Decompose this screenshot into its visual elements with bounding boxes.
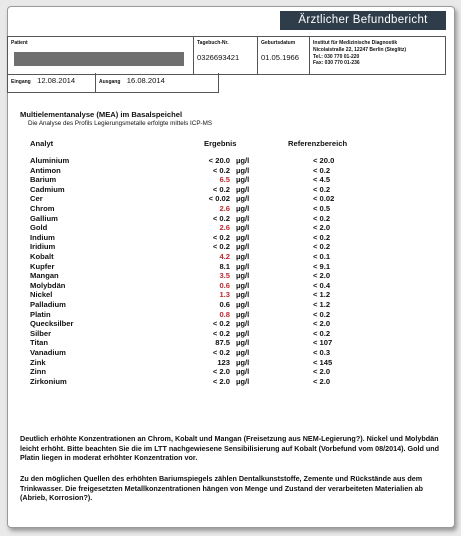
reference-range: < 107 [313,338,333,348]
result-unit: µg/l [236,223,250,233]
result-unit: µg/l [236,252,250,261]
analyte-name: Antimon [30,165,61,175]
reference-range: < 1.2 [313,290,331,300]
geburtsdatum-value: 01.05.1966 [261,53,300,62]
reference-range: < 0.2 [313,213,331,223]
result-unit: µg/l [236,175,250,185]
analyte-name: Kobalt [30,252,54,261]
result-unit: µg/l [236,280,250,290]
result-value: < 0.2 [212,213,230,223]
result-value: < 0.2 [212,328,230,338]
table-row [0,185,461,195]
analyte-name: Palladium [30,300,66,309]
table-row [0,252,461,262]
table-row [0,348,461,358]
reference-range: < 0.3 [313,348,331,357]
result-unit: µg/l [236,271,250,281]
result-value: 4.2 [219,252,230,261]
column-header-ergebnis: Ergebnis [204,139,237,148]
table-row [0,300,461,310]
result-value: < 0.2 [212,184,230,194]
column-header-referenz: Referenzbereich [288,139,348,148]
table-row [0,290,461,300]
table-row [0,233,461,243]
result-unit: µg/l [236,357,250,367]
header-table [7,36,446,75]
reference-range: < 0.2 [313,242,331,252]
table-row [0,358,461,368]
analyte-name: Cadmium [30,184,65,194]
section-title: Multielementanalyse (MEA) im Basalspeichel [20,110,183,119]
table-row [0,319,461,329]
reference-range: < 0.5 [313,204,331,213]
analyte-name: Zinn [30,367,47,377]
reference-range: < 0.02 [313,194,335,204]
institute-tel: Tel.: 030 770 01-220 [313,53,360,60]
eingang-label: Eingang [11,79,31,85]
table-row [0,242,461,252]
reference-range: < 0.2 [313,184,331,194]
result-unit: µg/l [236,376,250,386]
result-value: < 20.0 [208,156,230,165]
reference-range: < 2.0 [313,223,331,233]
analyte-name: Nickel [30,290,53,300]
result-value: 8.1 [219,261,230,271]
result-unit: µg/l [236,204,250,213]
institute-name: Institut für Medizinische Diagnostik [313,40,398,46]
result-value: 6.5 [219,175,230,185]
result-value: 123 [217,357,230,367]
patient-cell [8,37,194,74]
tagebuch-value: 0326693421 [197,53,240,62]
result-unit: µg/l [236,213,250,223]
result-unit: µg/l [236,242,250,252]
section-subtitle: Die Analyse des Profils Legierungsmetalle erfolgte mittels ICP-MS [28,120,213,127]
analyte-name: Molybdän [30,280,66,290]
reference-range: < 0.2 [313,165,331,175]
reference-range: < 9.1 [313,261,331,271]
eingang-cell [8,73,96,92]
table-row [0,175,461,185]
result-value: < 0.02 [208,194,230,204]
result-value: 0.8 [219,309,230,319]
result-value: 3.5 [219,271,230,281]
result-unit: µg/l [236,232,250,242]
reference-range: < 0.2 [313,328,331,338]
analyte-name: Silber [30,328,52,338]
tagebuch-cell [194,37,258,74]
analyte-name: Kupfer [30,261,55,271]
analyte-name: Gallium [30,213,58,223]
analyte-name: Vanadium [30,348,66,357]
result-value: < 0.2 [212,319,230,329]
analyte-name: Quecksilber [30,319,74,329]
reference-range: < 2.0 [313,367,331,377]
table-row [0,281,461,291]
table-row [0,204,461,214]
eingang-value: 12.08.2014 [37,76,76,85]
analyte-name: Barium [30,175,57,185]
table-row [0,271,461,281]
analyte-name: Indium [30,232,55,242]
ausgang-value: 16.08.2014 [126,76,165,85]
analyte-name: Titan [30,338,49,348]
table-row [0,310,461,320]
result-unit: µg/l [236,261,250,271]
reference-range: < 20.0 [313,156,335,165]
reference-range: < 0.2 [313,232,331,242]
result-unit: µg/l [236,290,250,300]
reference-range: < 145 [313,357,333,367]
result-value: < 0.2 [212,165,230,175]
result-unit: µg/l [236,338,250,348]
result-unit: µg/l [236,367,250,377]
result-unit: µg/l [236,194,250,204]
geburtsdatum-label: Geburtsdatum [261,40,296,46]
reference-range: < 1.2 [313,300,331,309]
reference-range: < 0.4 [313,280,331,290]
table-row [0,166,461,176]
result-value: < 0.2 [212,232,230,242]
result-unit: µg/l [236,300,250,309]
table-row [0,367,461,377]
ausgang-cell [96,73,218,92]
result-value: 87.5 [215,338,230,348]
analyte-name: Zink [30,357,46,367]
result-value: 1.3 [219,290,230,300]
reference-range: < 2.0 [313,319,331,329]
interpretation-paragraph-1: Deutlich erhöhte Konzentrationen an Chrom, Kobalt und Mangan (Freisetzung aus NEM-Legierung?). Nickel und Molybdän leicht erhöht. Bitte beachten Sie die im LTT nachgewiesene Sensibilisierung auf Kobalt (Vorbefund vom 08/2014). Gold und Platin liegen in moderat erhöhter Konzentration vor. [20,434,440,463]
table-row [0,329,461,339]
column-header-analyt: Analyt [30,139,54,148]
patient-label: Patient [11,40,28,46]
reference-range: < 4.5 [313,175,331,185]
report-title: Ärztlicher Befundbericht [280,11,446,30]
analyte-name: Aluminium [30,156,70,165]
table-row [0,262,461,272]
reference-range: < 2.0 [313,271,331,281]
result-value: 0.6 [219,300,230,309]
result-value: 0.6 [219,280,230,290]
result-value: 2.6 [219,204,230,213]
interpretation-paragraph-2: Zu den möglichen Quellen des erhöhten Bariumspiegels zählen Dentalkunststoffe, Zemente und Rückstände aus dem Trinkwasser. Die freigesetzten Metallkonzentrationen hängen von Menge und Zustand der verarbeiteten Materialien ab (Abrieb, Korrosion?). [20,474,423,503]
result-value: < 0.2 [212,242,230,252]
reference-range: < 0.2 [313,309,331,319]
result-unit: µg/l [236,319,250,329]
table-row [0,194,461,204]
result-value: < 2.0 [212,367,230,377]
patient-name-redacted [14,52,184,66]
institute-fax: Fax: 030 770 01-236 [313,60,360,67]
institute-cell [310,37,445,74]
institute-address: Nicolaistraße 22, 12247 Berlin (Steglitz) [313,46,407,53]
result-unit: µg/l [236,328,250,338]
analyte-name: Iridium [30,242,56,252]
analyte-name: Zirkonium [30,376,67,386]
result-unit: µg/l [236,165,250,175]
analyte-name: Platin [30,309,51,319]
analyte-name: Gold [30,223,48,233]
result-unit: µg/l [236,184,250,194]
table-row [0,338,461,348]
result-unit: µg/l [236,348,250,357]
reference-range: < 0.1 [313,252,331,261]
reference-range: < 2.0 [313,376,331,386]
analyte-name: Cer [30,194,43,204]
table-row [0,223,461,233]
analyte-name: Mangan [30,271,59,281]
result-value: < 2.0 [212,376,230,386]
tagebuch-label: Tagebuch-Nr. [197,40,229,46]
result-value: 2.6 [219,223,230,233]
table-row [0,214,461,224]
table-row [0,377,461,387]
analyte-name: Chrom [30,204,55,213]
table-row [0,156,461,166]
dates-row [7,73,219,93]
ausgang-label: Ausgang [99,79,121,85]
result-unit: µg/l [236,309,250,319]
result-unit: µg/l [236,156,250,165]
result-value: < 0.2 [212,348,230,357]
geburtsdatum-cell [258,37,310,74]
